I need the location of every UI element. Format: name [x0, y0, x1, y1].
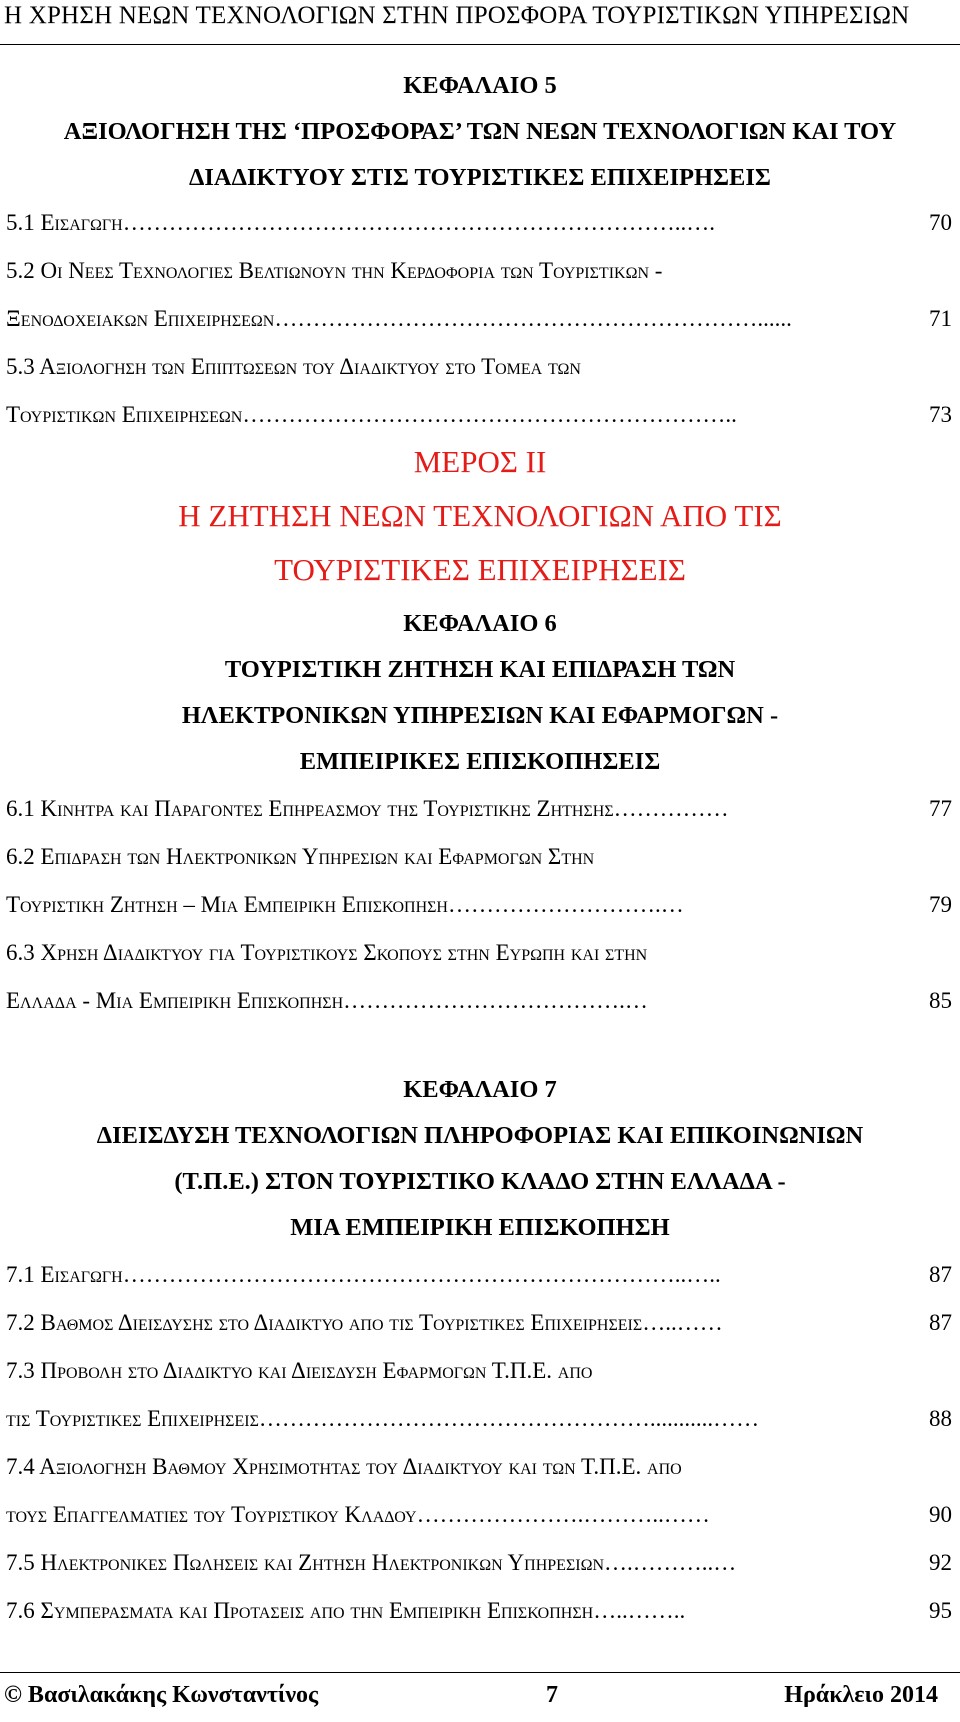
- toc-entry-7-3-line2[interactable]: [6, 1406, 952, 1432]
- toc-page-number: 85: [929, 988, 952, 1013]
- footer-rule: [0, 1672, 960, 1673]
- toc-entry-text: 6.2 Επιδραση των Ηλεκτρονικων Υπηρεσιων και Εφαρμογων Στην: [6, 844, 595, 869]
- toc-entry-7-1[interactable]: [6, 1262, 952, 1288]
- toc-leader-dots: ……………………………….…: [343, 988, 648, 1013]
- toc-entry-6-2-line1[interactable]: [6, 844, 952, 870]
- part-2-label: ΜΕΡΟΣ ΙΙ: [413, 444, 547, 479]
- toc-entry-text: 7.1 Εισαγωγη: [6, 1262, 123, 1287]
- toc-entry-text: Ελλαδα - Μια Εμπειρικη Επισκοπηση: [6, 988, 344, 1013]
- chapter-5-label: ΚΕΦΑΛΑΙΟ 5: [403, 72, 557, 99]
- toc-leader-dots: ………………….………..……: [416, 1502, 710, 1527]
- toc-page-number: 88: [929, 1406, 952, 1431]
- chapter-6-title-line3: ΕΜΠΕΙΡΙΚΕΣ ΕΠΙΣΚΟΠΗΣΕΙΣ: [299, 748, 661, 775]
- toc-entry-text: 6.1 Κινητρα και Παραγοντες Επηρεασμου της Τουριστικης Ζητησης: [6, 796, 614, 821]
- toc-entry-6-2-line2[interactable]: [6, 892, 952, 918]
- footer-place-year: Ηράκλειο 2014: [784, 1682, 938, 1708]
- toc-entry-text: Τουριστικων Επιχειρησεων: [6, 402, 243, 427]
- toc-entry-7-5[interactable]: [6, 1550, 952, 1576]
- chapter-6-title-line1: ΤΟΥΡΙΣΤΙΚΗ ΖΗΤΗΣΗ ΚΑΙ ΕΠΙΔΡΑΣΗ ΤΩΝ: [224, 656, 736, 683]
- footer-page-number: 7: [546, 1682, 558, 1708]
- chapter-5-title-line1: ΑΞΙΟΛΟΓΗΣΗ ΤΗΣ ‘ΠΡΟΣΦΟΡΑΣ’ ΤΩΝ ΝΕΩΝ ΤΕΧΝΟΛΟΓΙΩΝ ΚΑΙ ΤΟΥ: [63, 118, 897, 145]
- toc-entry-text: 7.4 Αξιολογηση Βαθμου Χρησιμοτητας του Διαδικτυου και των Τ.Π.Ε. απο: [6, 1454, 682, 1479]
- toc-entry-5-3-line1[interactable]: [6, 354, 952, 380]
- toc-leader-dots: ………………………………………………………………..….: [122, 210, 715, 235]
- toc-page-number: 73: [929, 402, 952, 427]
- toc-entry-text: 5.2 Οι Νεες Τεχνολογιες Βελτιωνουν την Κερδοφορια των Τουριστικων -: [6, 258, 663, 283]
- running-header: Η ΧΡΗΣΗ ΝΕΩΝ ΤΕΧΝΟΛΟΓΙΩΝ ΣΤΗΝ ΠΡΟΣΦΟΡΑ ΤΟΥΡΙΣΤΙΚΩΝ ΥΠΗΡΕΣΙΩΝ: [4, 2, 910, 29]
- toc-entry-7-4-line1[interactable]: [6, 1454, 952, 1480]
- toc-entry-7-3-line1[interactable]: [6, 1358, 952, 1384]
- toc-leader-dots: …..……..: [593, 1598, 686, 1623]
- part-2-title-line1: Η ΖΗΤΗΣΗ ΝΕΩΝ ΤΕΧΝΟΛΟΓΙΩΝ ΑΠΟ ΤΙΣ: [178, 498, 782, 533]
- toc-leader-dots: …..……: [642, 1310, 723, 1335]
- toc-entry-6-3-line2[interactable]: [6, 988, 952, 1014]
- toc-entry-text: 7.3 Προβολη στο Διαδικτυο και Διεισδυση Εφαρμογων Τ.Π.Ε. απο: [6, 1358, 593, 1383]
- toc-entry-7-4-line2[interactable]: [6, 1502, 952, 1528]
- toc-page-number: 79: [929, 892, 952, 917]
- toc-entry-5-2-line2[interactable]: [6, 306, 952, 332]
- toc-leader-dots: ……………………….…: [448, 892, 684, 917]
- toc-entry-text: 7.2 Βαθμος Διεισδυσης στο Διαδικτυο απο τις Τουριστικες Επιχειρησεις: [6, 1310, 643, 1335]
- toc-entry-text: τις Τουριστικες Επιχειρησεις: [6, 1406, 259, 1431]
- chapter-7-label: ΚΕΦΑΛΑΙΟ 7: [403, 1076, 557, 1103]
- part-2-title-line2: ΤΟΥΡΙΣΤΙΚΕΣ ΕΠΙΧΕΙΡΗΣΕΙΣ: [274, 552, 686, 587]
- toc-entry-text: Τουριστικη Ζητηση – Μια Εμπειρικη Επισκοπηση: [6, 892, 448, 917]
- toc-leader-dots: ………………………………………………………..: [242, 402, 737, 427]
- toc-entry-text: Ξενοδοχειακων Επιχειρησεων: [6, 306, 275, 331]
- toc-leader-dots: ……………………………………………...........……: [258, 1406, 760, 1431]
- chapter-6-label: ΚΕΦΑΛΑΙΟ 6: [403, 610, 557, 637]
- toc-entry-5-2-line1[interactable]: [6, 258, 952, 284]
- header-rule: [0, 44, 960, 45]
- chapter-7-title-line3: ΜΙΑ ΕΜΠΕΙΡΙΚΗ ΕΠΙΣΚΟΠΗΣΗ: [290, 1214, 670, 1241]
- chapter-6-title-line2: ΗΛΕΚΤΡΟΝΙΚΩΝ ΥΠΗΡΕΣΙΩΝ ΚΑΙ ΕΦΑΡΜΟΓΩΝ -: [181, 702, 779, 729]
- toc-entry-6-3-line1[interactable]: [6, 940, 952, 966]
- toc-page-number: 70: [929, 210, 952, 235]
- toc-entry-7-2[interactable]: [6, 1310, 952, 1336]
- chapter-7-title-line1: ΔΙΕΙΣΔΥΣΗ ΤΕΧΝΟΛΟΓΙΩΝ ΠΛΗΡΟΦΟΡΙΑΣ ΚΑΙ ΕΠΙΚΟΙΝΩΝΙΩΝ: [96, 1122, 864, 1149]
- toc-page-number: 77: [929, 796, 952, 821]
- chapter-5-title-line2: ΔΙΑΔΙΚΤΥΟΥ ΣΤΙΣ ΤΟΥΡΙΣΤΙΚΕΣ ΕΠΙΧΕΙΡΗΣΕΙΣ: [189, 164, 771, 191]
- toc-entry-7-6[interactable]: [6, 1598, 952, 1624]
- toc-entry-5-1[interactable]: [6, 210, 952, 236]
- toc-leader-dots: ……………: [613, 796, 729, 821]
- toc-page-number: 71: [929, 306, 952, 331]
- toc-entry-text: 7.5 Ηλεκτρονικες Πωλησεις και Ζητηση Ηλεκτρονικων Υπηρεσιων: [6, 1550, 605, 1575]
- toc-entry-text: 5.3 Αξιολογηση των Επιπτωσεων του Διαδικτυου στο Τομεα των: [6, 354, 581, 379]
- toc-leader-dots: ………………………………………………………......: [274, 306, 792, 331]
- chapter-7-title-line2: (Τ.Π.Ε.) ΣΤΟΝ ΤΟΥΡΙΣΤΙΚΟ ΚΛΑΔΟ ΣΤΗΝ ΕΛΛΑΔΑ -: [174, 1168, 786, 1195]
- toc-leader-dots: ………………………………………………………………..…..: [122, 1262, 721, 1287]
- toc-entry-5-3-line2[interactable]: [6, 402, 952, 428]
- toc-page-number: 90: [929, 1502, 952, 1527]
- toc-page-number: 87: [929, 1310, 952, 1335]
- toc-entry-text: 7.6 Συμπερασματα και Προτασεις απο την Εμπειρικη Επισκοπηση: [6, 1598, 594, 1623]
- toc-entry-text: τους Επαγγελματιες του Τουριστικου Κλαδου: [6, 1502, 417, 1527]
- toc-entry-text: 6.3 Χρηση Διαδικτυου για Τουριστικους Σκοπους στην Ευρωπη και στην: [6, 940, 648, 965]
- toc-page-number: 87: [929, 1262, 952, 1287]
- toc-page-number: 95: [929, 1598, 952, 1623]
- footer-author: © Βασιλακάκης Κωνσταντίνος: [4, 1682, 319, 1708]
- toc-page-number: 92: [929, 1550, 952, 1575]
- toc-entry-6-1[interactable]: [6, 796, 952, 822]
- toc-entry-text: 5.1 Εισαγωγη: [6, 210, 123, 235]
- toc-leader-dots: ….………..…: [604, 1550, 737, 1575]
